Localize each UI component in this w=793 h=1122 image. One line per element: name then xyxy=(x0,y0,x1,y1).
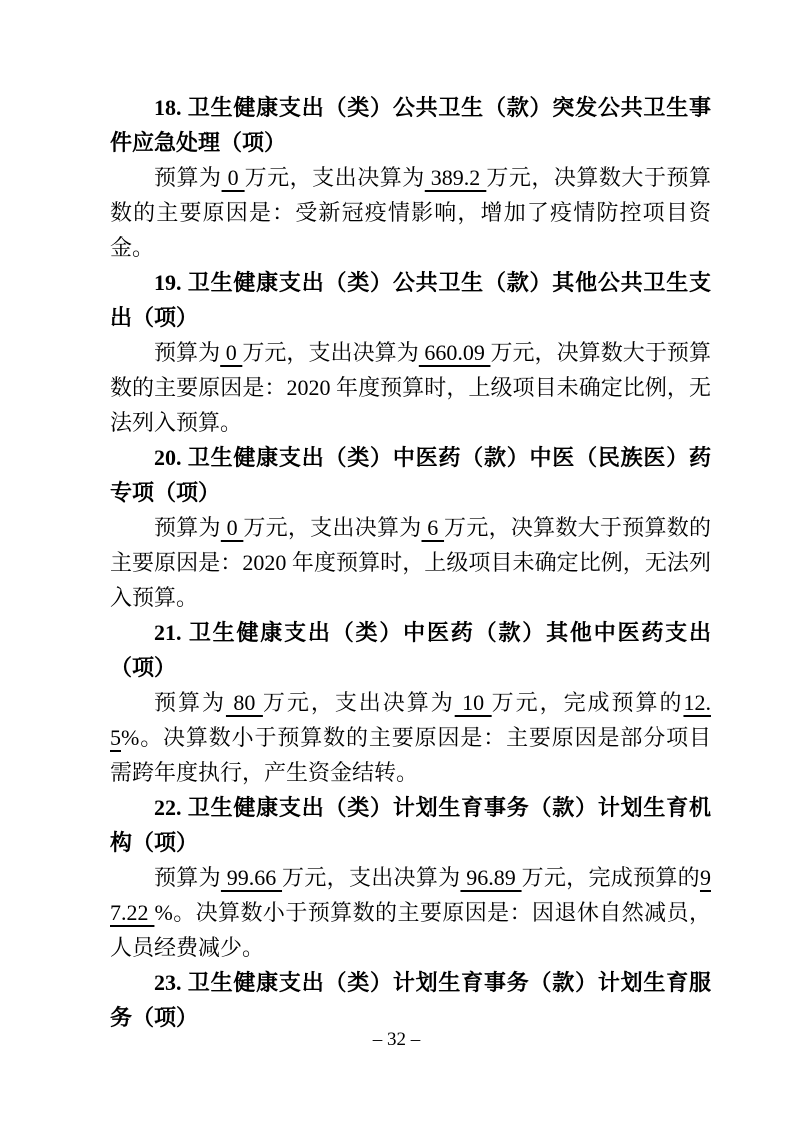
underlined-value: 660.09 xyxy=(418,340,491,365)
text-segment: 万元，决算数大于预算数的主要原因是：2020 年度预算时，上级项目未确定比例，无法列入预算。 xyxy=(110,515,711,610)
text-segment: 万元，支出决算为 xyxy=(282,865,461,890)
text-segment: 万元，完成预算的 xyxy=(521,865,700,890)
underlined-value: 99.66 xyxy=(220,865,283,890)
item-paragraph xyxy=(110,685,711,790)
item-heading: 21. 卫生健康支出（类）中医药（款）其他中医药支出（项） xyxy=(110,620,711,680)
text-segment: 预算为 xyxy=(154,865,221,890)
text-segment: 万元，决算数大于预算数的主要原因是：受新冠疫情影响，增加了疫情防控项目资金。 xyxy=(110,165,711,260)
underlined-value: 0 xyxy=(220,340,243,365)
underlined-value: 10 xyxy=(454,690,492,715)
item-paragraph xyxy=(110,510,711,615)
underlined-value: 12.5 xyxy=(110,690,711,750)
underlined-value: 389.2 xyxy=(424,165,487,190)
item-heading: 22. 卫生健康支出（类）计划生育事务（款）计划生育机构（项） xyxy=(110,795,711,855)
text-segment: %。决算数小于预算数的主要原因是：因退休自然减员，人员经费减少。 xyxy=(110,900,712,960)
item-paragraph xyxy=(110,335,711,440)
text-segment: 预算为 xyxy=(154,690,226,715)
text-segment: 万元，完成预算的 xyxy=(491,690,684,715)
text-segment: 万元，支出决算为 xyxy=(262,690,455,715)
underlined-value: 80 xyxy=(225,690,263,715)
text-segment: %。决算数小于预算数的主要原因是：主要原因是部分项目需跨年度执行，产生资金结转。 xyxy=(110,725,711,785)
underlined-value: 96.89 xyxy=(460,865,522,890)
item-paragraph xyxy=(110,860,711,965)
underlined-value: 97.22 xyxy=(110,865,711,925)
text-segment: 万元，支出决算为 xyxy=(242,340,419,365)
underlined-value: 0 xyxy=(220,515,244,540)
text-segment: 预算为 xyxy=(154,340,221,365)
page-number: – 32 – xyxy=(372,1029,421,1050)
item-heading: 23. 卫生健康支出（类）计划生育事务（款）计划生育服务（项） xyxy=(110,970,711,1030)
item-heading: 19. 卫生健康支出（类）公共卫生（款）其他公共卫生支出（项） xyxy=(110,270,711,330)
text-segment: 万元，支出决算为 xyxy=(244,165,425,190)
text-segment: 万元，决算数大于预算数的主要原因是：2020 年度预算时，上级项目未确定比例，无法列入预算。 xyxy=(110,340,711,435)
item-paragraph xyxy=(110,160,711,265)
item-heading: 18. 卫生健康支出（类）公共卫生（款）突发公共卫生事件应急处理（项） xyxy=(110,95,711,155)
underlined-value: 6 xyxy=(421,515,445,540)
text-segment: 预算为 xyxy=(154,165,222,190)
text-segment: 万元，支出决算为 xyxy=(243,515,422,540)
text-segment: 预算为 xyxy=(154,515,221,540)
underlined-value: 0 xyxy=(221,165,245,190)
item-heading: 20. 卫生健康支出（类）中医药（款）中医（民族医）药专项（项） xyxy=(110,445,711,505)
document-body xyxy=(110,90,711,1035)
